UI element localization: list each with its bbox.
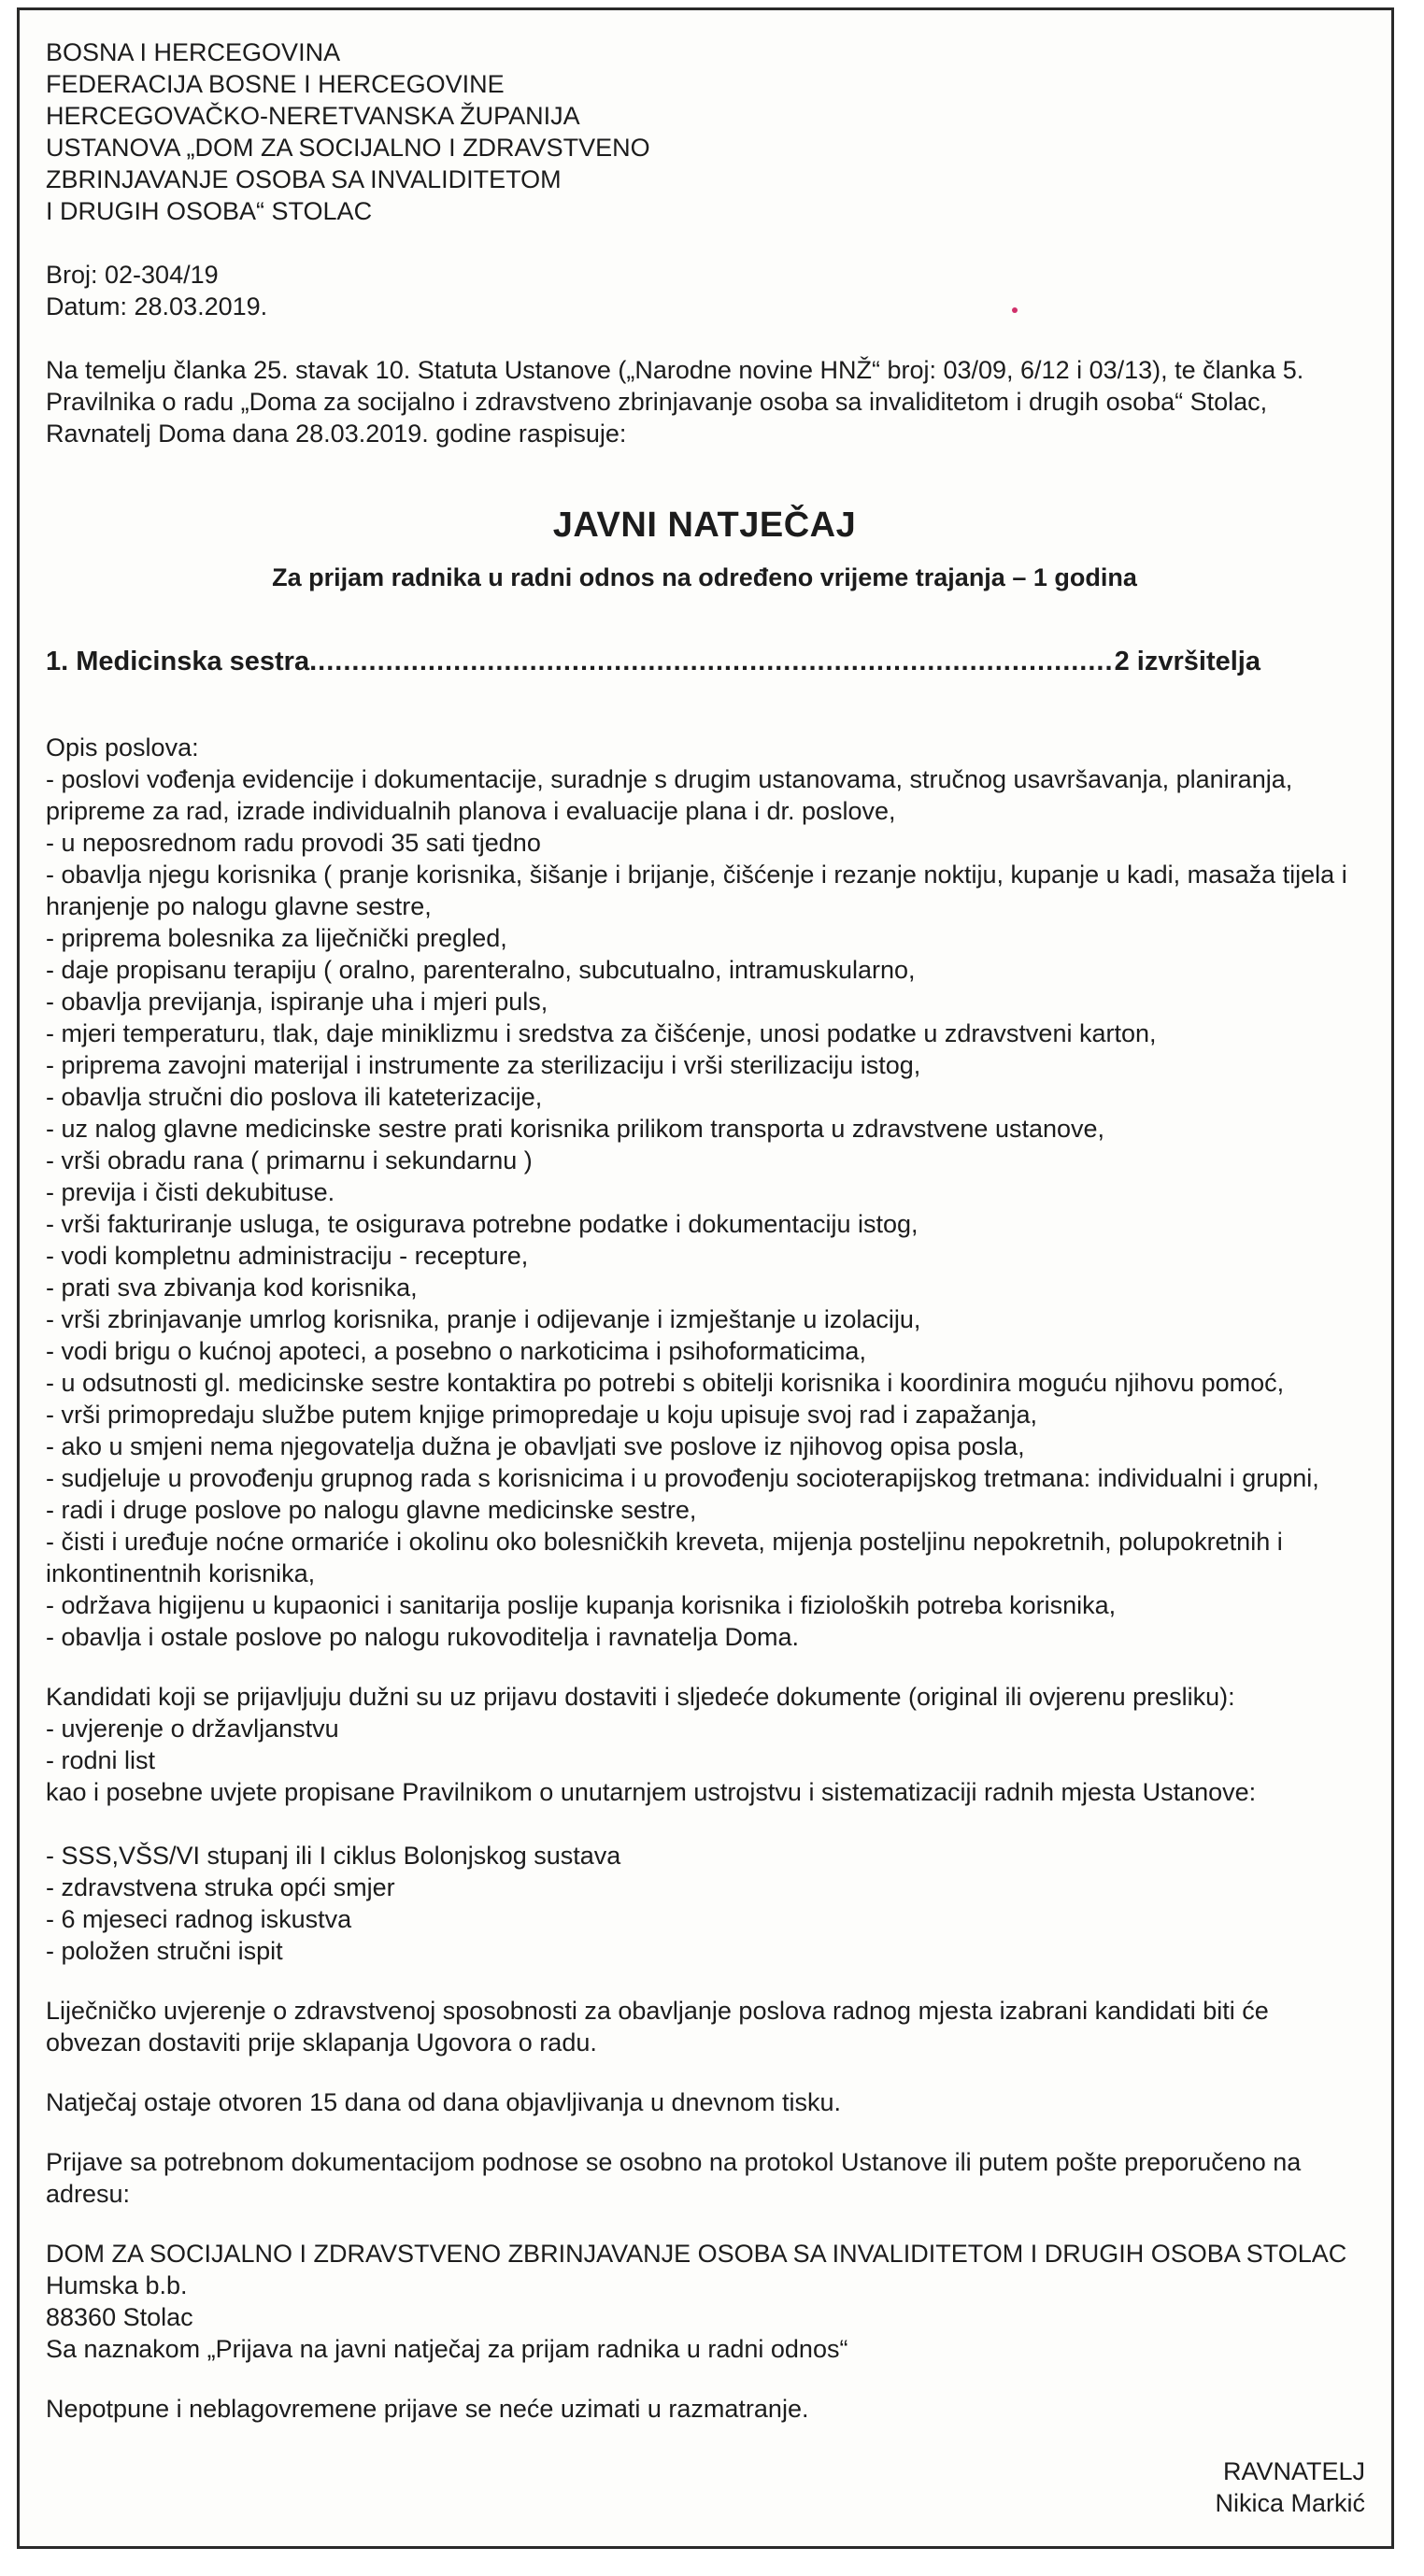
requirement-item: - položen stručni ispit <box>46 1937 283 1965</box>
institution-header <box>46 36 1363 227</box>
duty-item: - uz nalog glavne medicinske sestre prati korisnika prilikom transporta u zdravstvene ustanove, <box>46 1115 1105 1143</box>
header-line: FEDERACIJA BOSNE I HERCEGOVINE <box>46 70 505 98</box>
signature-role: RAVNATELJ <box>1222 2457 1365 2485</box>
documents-intro: Kandidati koji se prijavljuju dužni su uz prijavu dostaviti i sljedeće dokumente (original ili ovjerenu presliku): <box>46 1683 1235 1711</box>
address-note: Sa naznakom „Prijava na javni natječaj za prijam radnika u radni odnos“ <box>46 2335 848 2363</box>
document-item: - rodni list <box>46 1746 156 1774</box>
duty-item: - sudjeluje u provođenju grupnog rada s korisnicima i u provođenju socioterapijskog tretmana: individualni i grupni, <box>46 1464 1319 1492</box>
requirements-list <box>46 1840 1363 1967</box>
document-body <box>46 36 1363 2425</box>
duty-item: - obavlja i ostale poslove po nalogu rukovoditelja i ravnatelja Doma. <box>46 1623 799 1651</box>
duty-item: - daje propisanu terapiju ( oralno, parenteralno, subcutualno, intramuskularno, <box>46 956 916 984</box>
position-line <box>46 646 1260 677</box>
duty-item: - obavlja njegu korisnika ( pranje korisnika, šišanje i brijanje, čišćenje i rezanje noktiju, kupanje u kadi, masaža tijela i hranjenje po nalogu glavne sestre, <box>46 861 1347 920</box>
reference-number: Broj: 02-304/19 <box>46 261 219 289</box>
requirement-item: - SSS,VŠS/VI stupanj ili I ciklus Bolonjskog sustava <box>46 1842 621 1870</box>
duty-item: - obavlja stručni dio poslova ili kateterizacije, <box>46 1083 543 1111</box>
position-count: 2 izvršitelja <box>1114 647 1260 676</box>
document-item: - uvjerenje o državljanstvu <box>46 1715 339 1743</box>
requirement-item: - 6 mjeseci radnog iskustva <box>46 1905 352 1933</box>
intro-paragraph: Na temelju članka 25. stavak 10. Statuta Ustanove („Narodne novine HNŽ“ broj: 03/09, 6/12 i 03/13), te članka 5. Pravilnika o radu „Doma za socijalno i zdravstveno zbrinjavanje osoba sa invaliditetom i drugih osoba“ Stolac, Ravnatelj Doma dana 28.03.2019. godine raspisuje: <box>46 356 1304 448</box>
duties-section <box>46 732 1363 1653</box>
dot-leader <box>309 646 1115 677</box>
document-date: Datum: 28.03.2019. <box>46 292 268 320</box>
document-sheet <box>17 7 1394 2549</box>
signature-name: Nikica Markić <box>1215 2489 1365 2517</box>
address-city: 88360 Stolac <box>46 2303 193 2331</box>
duty-item: - radi i druge poslove po nalogu glavne medicinske sestre, <box>46 1496 697 1524</box>
header-line: BOSNA I HERCEGOVINA <box>46 38 341 66</box>
header-line: HERCEGOVAČKO-NERETVANSKA ŽUPANIJA <box>46 102 580 130</box>
address-street: Humska b.b. <box>46 2271 188 2299</box>
duty-item: - vodi brigu o kućnoj apoteci, a posebno o narkoticima i psihoformaticima, <box>46 1337 866 1365</box>
submission-paragraph: Prijave sa potrebnom dokumentacijom podnose se osobno na protokol Ustanove ili putem pošte preporučeno na adresu: <box>46 2148 1302 2208</box>
duty-item: - ako u smjeni nema njegovatelja dužna je obavljati sve poslove iz njihovog opisa posla, <box>46 1432 1025 1460</box>
closing-paragraph: Nepotpune i neblagovremene prijave se neće uzimati u razmatranje. <box>46 2395 809 2423</box>
duty-item: - čisti i uređuje noćne ormariće i okolinu oko bolesničkih kreveta, mijenja posteljinu nepokretnih, polupokretnih i inkontinentnih korisnika, <box>46 1528 1283 1587</box>
header-line: USTANOVA „DOM ZA SOCIJALNO I ZDRAVSTVENO <box>46 134 650 162</box>
page-subtitle: Za prijam radnika u radni odnos na određeno vrijeme trajanja – 1 godina <box>272 563 1137 591</box>
duty-item: - prati sva zbivanja kod korisnika, <box>46 1274 418 1302</box>
signature-block <box>1215 2455 1365 2519</box>
duty-item: - poslovi vođenja evidencije i dokumentacije, suradnje s drugim ustanovama, stručnog usavršavanja, planiranja, pripreme za rad, izrade individualnih planova i evaluacije plana i dr. poslove, <box>46 765 1293 825</box>
duty-item: - obavlja previjanja, ispiranje uha i mjeri puls, <box>46 988 548 1016</box>
duty-item: - u odsutnosti gl. medicinske sestre kontaktira po potrebi s obitelji korisnika i koordinira moguću njihovu pomoć, <box>46 1369 1285 1397</box>
mailing-address <box>46 2238 1363 2365</box>
requirements-intro: kao i posebne uvjete propisane Pravilnikom o unutarnjem ustrojstvu i sistematizaciji radnih mjesta Ustanove: <box>46 1778 1257 1806</box>
duties-heading: Opis poslova: <box>46 733 199 761</box>
address-organization: DOM ZA SOCIJALNO I ZDRAVSTVENO ZBRINJAVANJE OSOBA SA INVALIDITETOM I DRUGIH OSOBA STOLAC <box>46 2240 1347 2268</box>
duty-item: - održava higijenu u kupaonici i sanitarija poslije kupanja korisnika i fizioloških potreba korisnika, <box>46 1591 1117 1619</box>
duty-item: - mjeri temperaturu, tlak, daje miniklizmu i sredstva za čišćenje, unosi podatke u zdravstveni karton, <box>46 1019 1157 1047</box>
page-title: JAVNI NATJEČAJ <box>552 505 857 545</box>
duty-item: - vrši obradu rana ( primarnu i sekundarnu ) <box>46 1146 533 1174</box>
duty-item: - vrši fakturiranje usluga, te osigurava potrebne podatke i dokumentaciju istog, <box>46 1210 918 1238</box>
duty-item: - previja i čisti dekubituse. <box>46 1178 335 1206</box>
duty-item: - priprema bolesnika za liječnički pregled, <box>46 924 507 952</box>
requirement-item: - zdravstvena struka opći smjer <box>46 1873 395 1901</box>
duty-item: - u neposrednom radu provodi 35 sati tjedno <box>46 829 541 857</box>
documents-section <box>46 1681 1363 1808</box>
document-meta <box>46 259 1363 322</box>
duty-item: - vrši zbrinjavanje umrlog korisnika, pranje i odijevanje i izmještanje u izolaciju, <box>46 1305 921 1333</box>
medical-certificate-paragraph: Liječničko uvjerenje o zdravstvenoj sposobnosti za obavljanje poslova radnog mjesta izabrani kandidati biti će obvezan dostaviti prije sklapanja Ugovora o radu. <box>46 1997 1269 2057</box>
header-line: ZBRINJAVANJE OSOBA SA INVALIDITETOM <box>46 165 562 193</box>
duty-item: - vodi kompletnu administraciju - recepture, <box>46 1242 529 1270</box>
header-line: I DRUGIH OSOBA“ STOLAC <box>46 197 373 225</box>
duty-item: - priprema zavojni materijal i instrumente za sterilizaciju i vrši sterilizaciju istog, <box>46 1051 921 1079</box>
position-name: 1. Medicinska sestra <box>46 647 310 676</box>
open-period-paragraph: Natječaj ostaje otvoren 15 dana od dana objavljivanja u dnevnom tisku. <box>46 2088 842 2116</box>
duty-item: - vrši primopredaju službe putem knjige primopredaje u koju upisuje svoj rad i zapažanja, <box>46 1401 1038 1429</box>
